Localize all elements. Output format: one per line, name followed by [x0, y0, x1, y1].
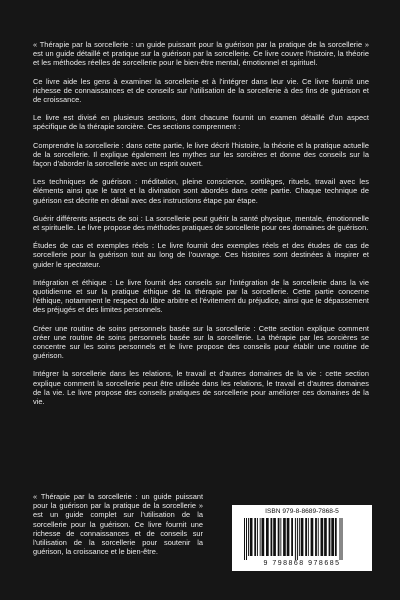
paragraph-case-studies: Études de cas et exemples réels : Le livre fournit des exemples réels et des études de cas de sorcellerie pour la guérison tout au long de l'ouvrage. Ces histoires sont destinées à inspirer et guider le spectateur.: [33, 241, 369, 269]
barcode-digits: 9 798868 978685: [263, 560, 341, 567]
barcode: [232, 505, 372, 571]
paragraph-closing: « Thérapie par la sorcellerie : un guide puissant pour la guérison par la pratique de la sorcellerie » est un guide complet sur l'utilisation de la sorcellerie pour la guérison. Ce livre fournit une richesse de connaissances et de conseils sur l'utilisation de la sorcellerie pour soutenir la guérison, la croissance et le bien-être.: [33, 492, 203, 557]
paragraph-purpose: Ce livre aide les gens à examiner la sorcellerie et à l'intégrer dans leur vie. Ce livre fournit une richesse de connaissances et de conseils sur l'utilisation de la sorcellerie à des fins de guérison et de croissance.: [33, 76, 369, 105]
paragraph-intro: « Thérapie par la sorcellerie : un guide puissant pour la guérison par la pratique de la sorcellerie » est un guide détaillé et pratique sur la guérison par la sorcellerie. Ce livre couvre l'histoire, la théorie et les méthodes réelles de sorcellerie pour le bien-être mental, émotionnel et spirituel.: [33, 40, 369, 68]
description-text: [33, 40, 369, 415]
paragraph-techniques: Les techniques de guérison : méditation, pleine conscience, sortilèges, rituels, travail avec les éléments ainsi que le tarot et la divination sont abordés dans cette partie. Chaque technique de guérison est décrite en détail avec des instructions étape par étape.: [33, 177, 369, 205]
paragraph-healing-aspects: Guérir différents aspects de soi : La sorcellerie peut guérir la santé physique, mentale, émotionnelle et spirituelle. Le livre propose des méthodes pratiques de sorcellerie pour ces domaines de guérison.: [33, 213, 369, 233]
paragraph-relations: Intégrer la sorcellerie dans les relations, le travail et d'autres domaines de la vie : cette section explique comment la sorcellerie peut être utilisée dans les relations, le travail et d'autres domaines de la vie. Le livre propose des conseils pratiques de sorcellerie pour améliorer ces domaines de la vie.: [33, 369, 369, 407]
isbn-label: ISBN 979-8-8689-7868-5: [265, 508, 339, 515]
paragraph-ethics: Intégration et éthique : Le livre fournit des conseils sur l'intégration de la sorcellerie dans la vie quotidienne et sur la pratique éthique de la thérapie par la sorcellerie. Cette partie concerne l'éthique, notamment le respect du libre arbitre et l'évitement du préjudice, ainsi que le dépassement des préjugés et des limites personnels.: [33, 277, 369, 315]
barcode-bars: [244, 518, 360, 560]
paragraph-self-care: Créer une routine de soins personnels basée sur la sorcellerie : Cette section explique comment créer une routine de soins personnels basée sur la sorcellerie. La thérapie par les sorcières se concentre sur les soins personnels et le livre propose des conseils pour établir une routine de guérison.: [33, 323, 369, 361]
paragraph-sections: Le livre est divisé en plusieurs sections, dont chacune fournit un examen détaillé d'un aspect spécifique de la thérapie sorcière. Ces sections comprennent :: [33, 113, 369, 132]
paragraph-understanding: Comprendre la sorcellerie : dans cette partie, le livre décrit l'histoire, la théorie et la pratique actuelle de la sorcellerie. Il explique également les mythes sur les sorcières et donne des conseils sur la façon d'aborder la sorcellerie avec un esprit ouvert.: [33, 140, 369, 169]
